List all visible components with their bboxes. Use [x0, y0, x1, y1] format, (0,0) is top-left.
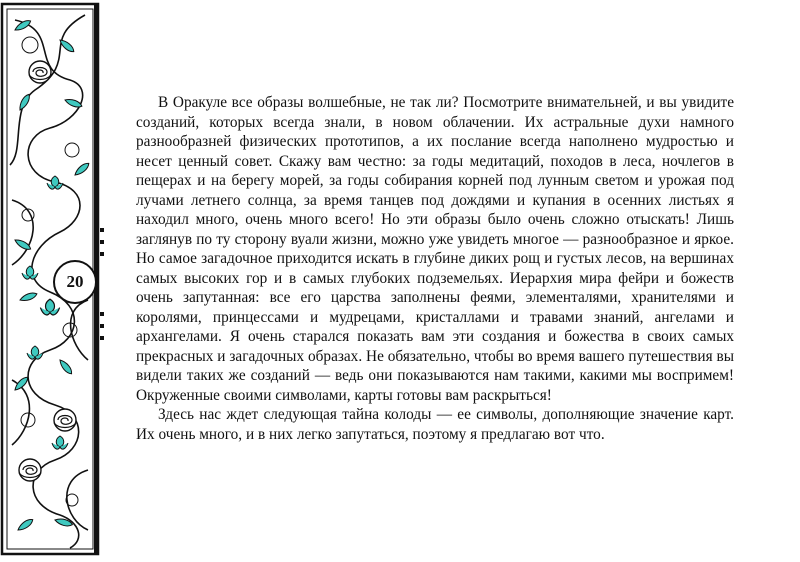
page-number: 20: [66, 272, 84, 291]
paragraph: В Оракуле все образы волшебные, не так ли? Посмотрите внимательней, и вы увидите созданий, которых всегда знали, в новом облачении. Их астральные духи намного разнообразней физических прототипов, а их послание всегда наполнено мудростью и несет ценный совет. Скажу вам честно: за годы медитаций, походов в леса, ночлегов в пещерах и на берегу морей, за годы собирания корней под лунным светом и урожая под лучами летнего солнца, за время танцев под дождями и купания в осенних листьях я находил много, очень много всего! Но эти образы было очень сложно отыскать! Лишь заглянув по ту сторону вуали жизни, можно уже увидеть многое — разнообразное и яркое. Но самое загадочное приходится искать в глубине диких рощ и густых лесов, на вершинах самых высоких гор и в самых глубоких подземельях. Иерархия мира фейри и божеств очень запутанная: все его царства заполнены феями, элементалями, хранителями и королями, принцессами и мудрецами, кристаллами и травами знаний, ангелами и архангелами. Я очень старался показать вам эти создания и божества в своих самых прекрасных и загадочных образах. Не обязательно, чтобы во время вашего путешествия вы видели таких же созданий — ведь они показываются нам такими, какими мы воспримем! Окруженные своими символами, карты готовы вам раскрыться!: [136, 94, 734, 404]
body-text: [136, 93, 734, 444]
paragraph: Здесь нас ждет следующая тайна колоды — ее символы, дополняющие значение карт. Их очень много, и в них легко запутаться, поэтому я предлагаю вот что.: [136, 406, 734, 443]
